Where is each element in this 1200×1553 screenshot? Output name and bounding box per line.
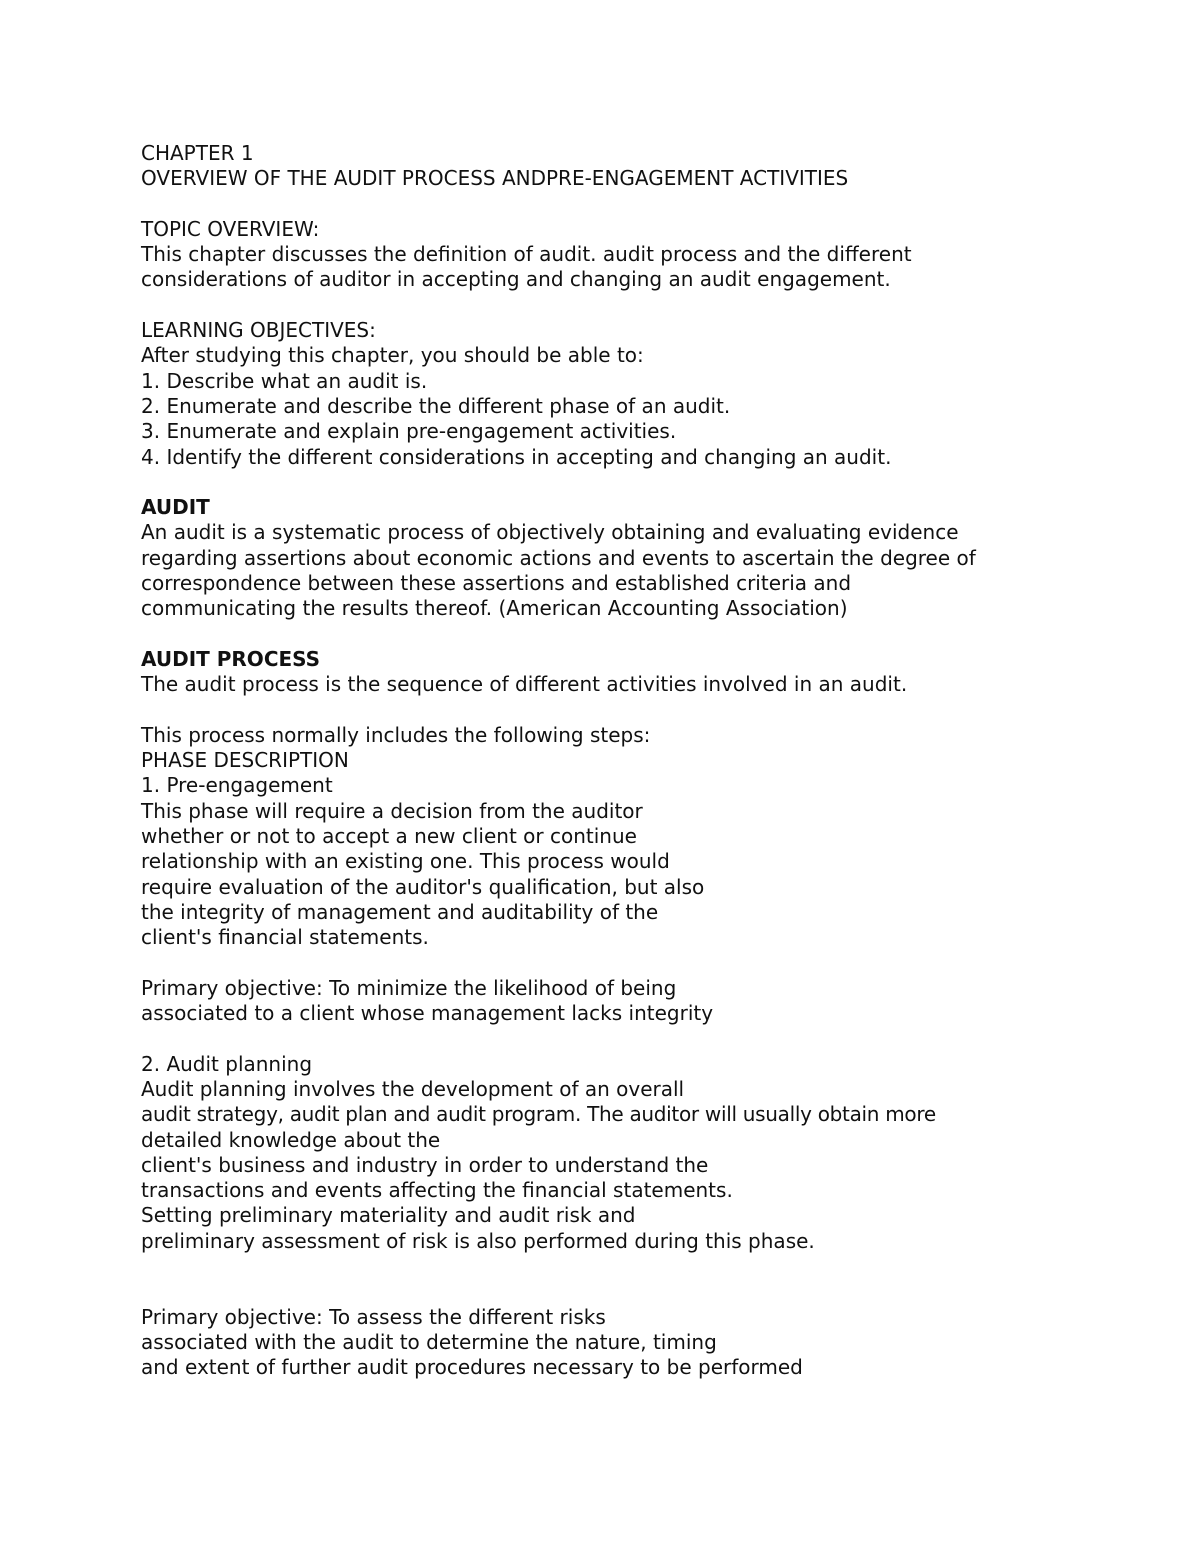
phase-description-line: preliminary assessment of risk is also performed during this phase.: [141, 1228, 815, 1253]
phase-description-line: This phase will require a decision from the auditor: [141, 798, 643, 823]
topic-overview-heading: TOPIC OVERVIEW:: [141, 216, 320, 241]
blank-line: [141, 192, 1101, 217]
blank-line: [141, 1026, 1101, 1051]
chapter-number: CHAPTER 1: [141, 141, 254, 165]
audit-definition-line: regarding assertions about economic actions and events to ascertain the degree of: [141, 545, 976, 570]
audit-definition-line: correspondence between these assertions and established criteria and: [141, 571, 852, 596]
phase-table-header: PHASE DESCRIPTION: [141, 748, 349, 773]
audit-definition-line: An audit is a systematic process of objectively obtaining and evaluating evidence: [141, 520, 959, 545]
phase-objective-line: associated to a client whose management lacks integrity: [141, 1001, 714, 1026]
blank-line: [141, 951, 1101, 976]
phase-objective-line: Primary objective: To assess the different risks: [141, 1304, 606, 1329]
document-page: [141, 141, 1101, 1381]
phase-title: 2. Audit planning: [141, 1051, 313, 1076]
objective-item: 4. Identify the different considerations in accepting and changing an audit.: [141, 444, 892, 469]
phase-description-line: detailed knowledge about the: [141, 1127, 441, 1152]
phase-description-line: client's financial statements.: [141, 925, 429, 950]
audit-heading: AUDIT: [141, 495, 210, 520]
phase-description-line: whether or not to accept a new client or continue: [141, 824, 637, 849]
learning-objectives-intro: After studying this chapter, you should be able to:: [141, 343, 644, 368]
learning-objectives-heading: LEARNING OBJECTIVES:: [141, 318, 376, 343]
audit-definition-line: communicating the results thereof. (American Accounting Association): [141, 596, 848, 621]
audit-process-heading: AUDIT PROCESS: [141, 646, 321, 671]
phase-objective-line: associated with the audit to determine the nature, timing: [141, 1329, 717, 1354]
objective-item: 1. Describe what an audit is.: [141, 368, 428, 393]
phase-description-line: Setting preliminary materiality and audit risk and: [141, 1203, 636, 1228]
phase-objective-line: and extent of further audit procedures necessary to be performed: [141, 1355, 803, 1380]
blank-line: [141, 698, 1101, 723]
blank-line: [141, 293, 1101, 318]
blank-line: [141, 1254, 1101, 1279]
phase-description-line: client's business and industry in order to understand the: [141, 1152, 709, 1177]
phase-description-line: require evaluation of the auditor's qualification, but also: [141, 874, 705, 899]
objective-item: 2. Enumerate and describe the different phase of an audit.: [141, 393, 731, 418]
topic-overview-line: considerations of auditor in accepting and changing an audit engagement.: [141, 267, 891, 292]
blank-line: [141, 470, 1101, 495]
phase-description-line: the integrity of management and auditability of the: [141, 899, 659, 924]
phase-description-line: transactions and events affecting the financial statements.: [141, 1178, 733, 1203]
phase-title: 1. Pre-engagement: [141, 773, 333, 798]
steps-intro: This process normally includes the following steps:: [141, 722, 651, 747]
blank-line: [141, 1279, 1101, 1304]
blank-line: [141, 622, 1101, 647]
phase-description-line: Audit planning involves the development of an overall: [141, 1076, 685, 1101]
phase-objective-line: Primary objective: To minimize the likelihood of being: [141, 975, 677, 1000]
chapter-title: OVERVIEW OF THE AUDIT PROCESS ANDPRE-ENGAGEMENT ACTIVITIES: [141, 166, 849, 191]
phase-description-line: relationship with an existing one. This process would: [141, 849, 670, 874]
phase-description-line: audit strategy, audit plan and audit program. The auditor will usually obtain more: [141, 1102, 936, 1127]
audit-process-definition: The audit process is the sequence of different activities involved in an audit.: [141, 672, 908, 697]
objective-item: 3. Enumerate and explain pre-engagement activities.: [141, 419, 677, 444]
topic-overview-line: This chapter discusses the definition of audit. audit process and the different: [141, 242, 912, 267]
